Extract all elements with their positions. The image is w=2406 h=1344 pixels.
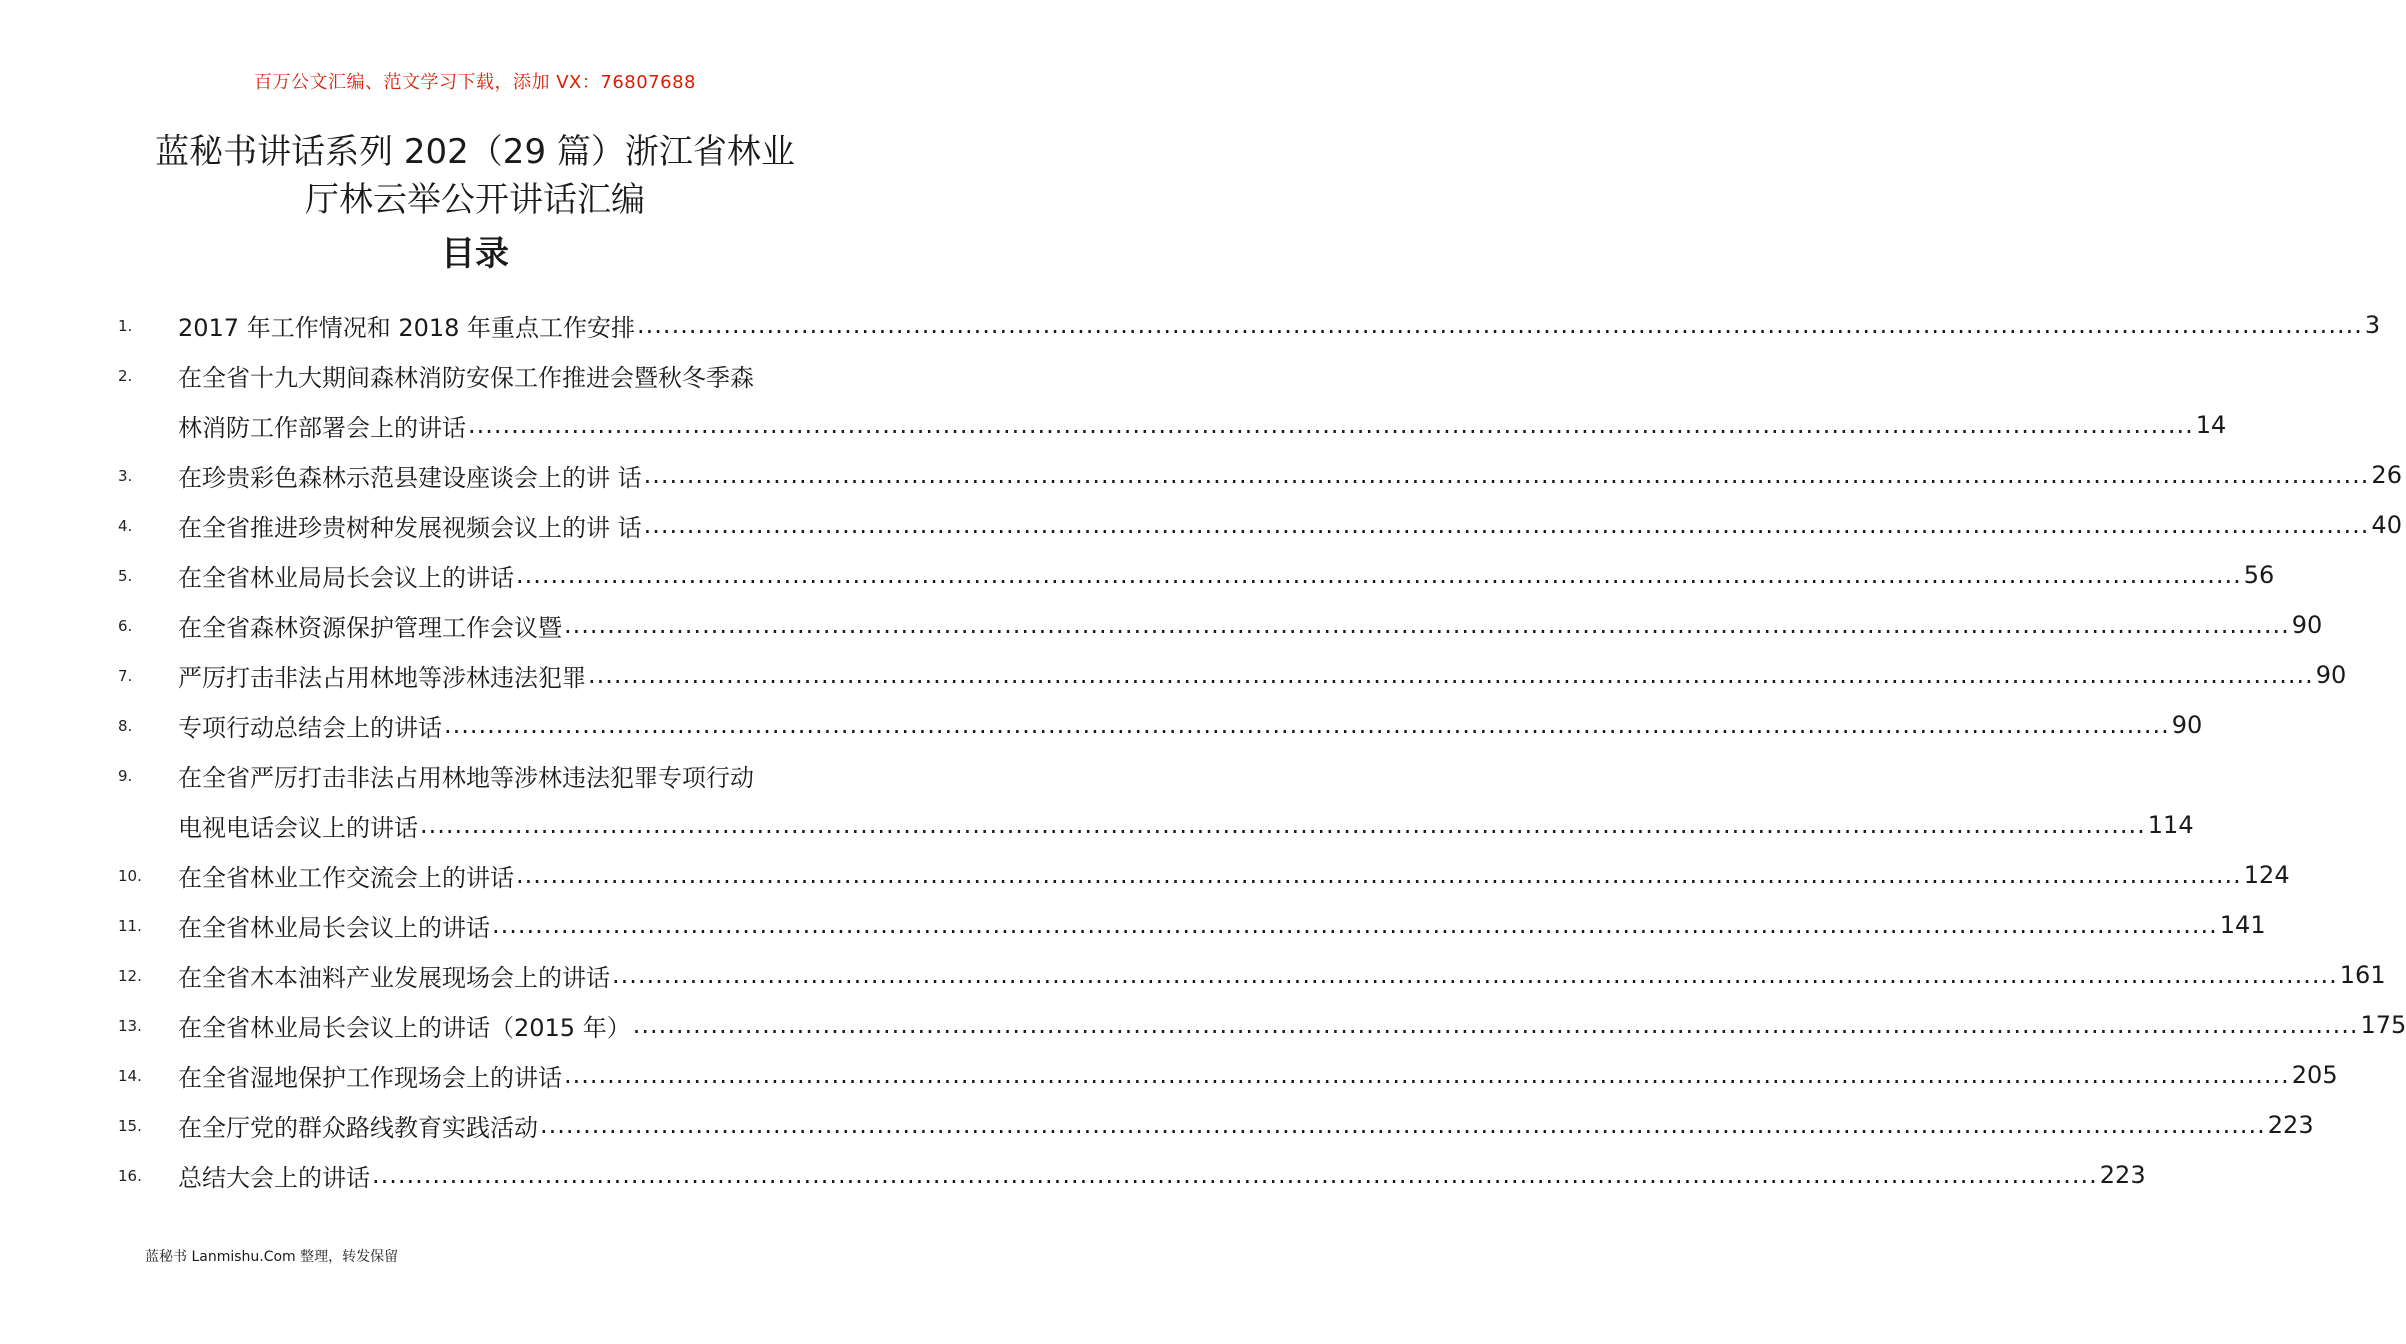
toc-leader-dots: ........................................................................................................................................................................................................ xyxy=(540,1111,2266,1139)
toc-entry-number: 3. xyxy=(118,467,133,485)
header-banner: 百万公文汇编、范文学习下载，添加 VX：76807688 xyxy=(254,72,696,93)
toc-entry-title: 在全省严厉打击非法占用林地等涉林违法犯罪专项行动 xyxy=(178,763,754,792)
toc-entry[interactable] xyxy=(118,500,2402,550)
toc-entry-number: 12. xyxy=(118,967,142,985)
toc-page-number: 90 xyxy=(2291,611,2323,639)
toc-entry-number: 15. xyxy=(118,1117,142,1135)
toc-entry-number: 11. xyxy=(118,917,142,935)
toc-leader-dots: ........................................................................................................................................................................................................ xyxy=(643,511,2370,539)
toc-page-number: 40 xyxy=(2371,511,2402,539)
toc-entry-title: 在全省林业局长会议上的讲话 xyxy=(178,913,490,942)
toc-leader-dots: ........................................................................................................................................................................................................ xyxy=(588,661,2314,689)
toc-entry[interactable] xyxy=(118,900,2266,950)
toc-entry[interactable] xyxy=(118,850,2290,900)
toc-entry-title: 电视电话会议上的讲话 xyxy=(178,813,418,842)
toc-page-number: 223 xyxy=(2267,1111,2314,1139)
toc-page-number: 161 xyxy=(2339,961,2386,989)
toc-page-number: 175 xyxy=(2360,1011,2406,1039)
title-line-2: 厅林云举公开讲话汇编 xyxy=(305,180,645,220)
toc-entry-title: 在全省推进珍贵树种发展视频会议上的讲 话 xyxy=(178,513,642,542)
title-line-1: 蓝秘书讲话系列 202（29 篇）浙江省林业 xyxy=(155,132,795,172)
toc-entry-title: 总结大会上的讲话 xyxy=(178,1163,370,1192)
toc-leader-dots: ........................................................................................................................................................................................................ xyxy=(372,1161,2098,1189)
toc-entry-number: 7. xyxy=(118,667,133,685)
toc-entry-number: 10. xyxy=(118,867,142,885)
toc-entry[interactable] xyxy=(118,700,2203,750)
toc-entry-title: 在全省木本油料产业发展现场会上的讲话 xyxy=(178,963,610,992)
toc-page-number: 90 xyxy=(2171,711,2203,739)
toc-entry-title: 在全省湿地保护工作现场会上的讲话 xyxy=(178,1063,562,1092)
toc-entry[interactable] xyxy=(118,750,2194,850)
toc-entry-number: 6. xyxy=(118,617,133,635)
toc-entry-title: 在全省林业局局长会议上的讲话 xyxy=(178,563,514,592)
toc-entry-title: 在全省十九大期间森林消防安保工作推进会暨秋冬季森 xyxy=(178,363,754,392)
toc-entry-number: 5. xyxy=(118,567,133,585)
toc-leader-dots: ........................................................................................................................................................................................................ xyxy=(516,861,2242,889)
toc-entry-title: 在全厅党的群众路线教育实践活动 xyxy=(178,1113,538,1142)
toc-entry-title: 在全省森林资源保护管理工作会议暨 xyxy=(178,613,562,642)
toc-entry-title: 2017 年工作情况和 2018 年重点工作安排 xyxy=(178,313,636,342)
toc-page-number: 141 xyxy=(2219,911,2266,939)
toc-entry-number: 2. xyxy=(118,367,133,385)
toc-entry[interactable] xyxy=(118,1000,2406,1050)
toc-leader-dots: ........................................................................................................................................................................................................ xyxy=(612,961,2338,989)
toc-page-number: 26 xyxy=(2371,461,2402,489)
toc-entry[interactable] xyxy=(118,550,2275,600)
toc-entry-title: 在全省林业工作交流会上的讲话 xyxy=(178,863,514,892)
toc-leader-dots: ........................................................................................................................................................................................................ xyxy=(492,911,2218,939)
toc-entry[interactable] xyxy=(118,450,2402,500)
toc-entry-title: 在珍贵彩色森林示范县建设座谈会上的讲 话 xyxy=(178,463,642,492)
toc-page-number: 90 xyxy=(2315,661,2347,689)
toc-heading: 目录 xyxy=(441,234,509,274)
toc-entry-number: 13. xyxy=(118,1017,142,1035)
toc-entry[interactable] xyxy=(118,1100,2314,1150)
toc-leader-dots: ........................................................................................................................................................................................................ xyxy=(564,1061,2290,1089)
toc-entry[interactable] xyxy=(118,600,2323,650)
toc-entry[interactable] xyxy=(118,350,2227,450)
toc-leader-dots: ........................................................................................................................................................................................................ xyxy=(444,711,2170,739)
toc-entry[interactable] xyxy=(118,950,2386,1000)
toc-leader-dots: ........................................................................................................................................................................................................ xyxy=(516,561,2242,589)
toc-entry-number: 1. xyxy=(118,317,133,335)
toc-page-number: 223 xyxy=(2099,1161,2146,1189)
document-title xyxy=(60,128,890,224)
toc-leader-dots: ........................................................................................................................................................................................................ xyxy=(632,1011,2359,1039)
footer-note: 蓝秘书 Lanmishu.Com 整理，转发保留 xyxy=(145,1249,399,1265)
toc-leader-dots: ........................................................................................................................................................................................................ xyxy=(643,461,2370,489)
toc-page-number: 114 xyxy=(2147,811,2194,839)
toc-entry[interactable] xyxy=(118,1150,2146,1200)
toc-entry-number: 14. xyxy=(118,1067,142,1085)
toc-entry-number: 4. xyxy=(118,517,133,535)
toc-entry-number: 16. xyxy=(118,1167,142,1185)
toc-entry[interactable] xyxy=(118,1050,2338,1100)
toc-leader-dots: ........................................................................................................................................................................................................ xyxy=(637,311,2363,339)
toc-entry-title: 专项行动总结会上的讲话 xyxy=(178,713,442,742)
toc-page-number: 205 xyxy=(2291,1061,2338,1089)
toc-page-number: 14 xyxy=(2195,411,2227,439)
toc-leader-dots: ........................................................................................................................................................................................................ xyxy=(564,611,2290,639)
toc-entry-number: 8. xyxy=(118,717,133,735)
toc-entry-title: 在全省林业局长会议上的讲话（2015 年） xyxy=(178,1013,631,1042)
toc-page-number: 124 xyxy=(2243,861,2290,889)
toc-leader-dots: ........................................................................................................................................................................................................ xyxy=(420,811,2146,839)
toc-entry-number: 9. xyxy=(118,767,133,785)
toc-page-number: 3 xyxy=(2364,311,2381,339)
toc-entry-title: 林消防工作部署会上的讲话 xyxy=(178,413,466,442)
toc-entry[interactable] xyxy=(118,650,2347,700)
toc-entry[interactable] xyxy=(118,300,2381,350)
toc-page-number: 56 xyxy=(2243,561,2275,589)
toc-entry-title: 严厉打击非法占用林地等涉林违法犯罪 xyxy=(178,663,586,692)
table-of-contents xyxy=(118,300,2406,1200)
toc-leader-dots: ........................................................................................................................................................................................................ xyxy=(468,411,2194,439)
